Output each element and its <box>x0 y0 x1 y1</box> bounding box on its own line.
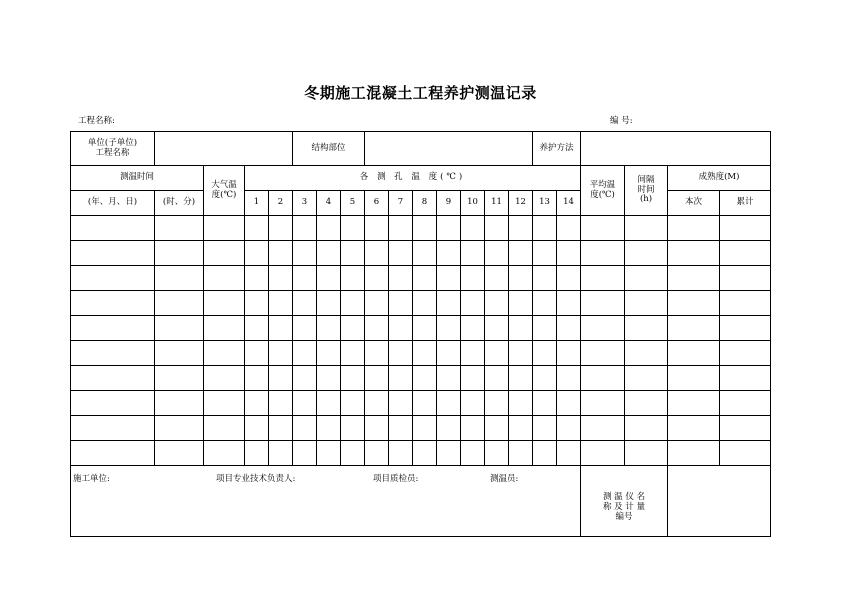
curing-method-value[interactable] <box>581 132 771 166</box>
data-cell[interactable] <box>437 241 461 266</box>
construction-unit-label: 施工单位: <box>73 474 110 484</box>
data-cell[interactable] <box>509 416 533 441</box>
data-cell[interactable] <box>269 416 293 441</box>
data-cell[interactable] <box>437 316 461 341</box>
data-cell[interactable] <box>720 366 771 391</box>
data-cell[interactable] <box>293 441 317 466</box>
table-row <box>71 291 771 316</box>
signature-area <box>71 466 581 537</box>
data-cell[interactable] <box>557 266 581 291</box>
data-cell[interactable] <box>365 341 389 366</box>
data-cell[interactable] <box>533 441 557 466</box>
data-cell[interactable] <box>533 316 557 341</box>
data-cell[interactable] <box>668 366 720 391</box>
data-cell[interactable] <box>245 316 269 341</box>
data-cell[interactable] <box>581 341 625 366</box>
data-cell[interactable] <box>668 441 720 466</box>
data-cell[interactable] <box>581 241 625 266</box>
instrument-label-line2: 称 及 计 量 <box>602 502 646 513</box>
structure-label: 结构部位 <box>293 132 365 166</box>
table-row <box>71 391 771 416</box>
data-cell[interactable] <box>625 266 668 291</box>
data-cell[interactable] <box>720 341 771 366</box>
data-cell[interactable] <box>71 341 155 366</box>
data-cell[interactable] <box>437 341 461 366</box>
hole-number: 4 <box>317 191 341 216</box>
data-cell[interactable] <box>485 241 509 266</box>
data-cell[interactable] <box>341 291 365 316</box>
data-cell[interactable] <box>155 416 204 441</box>
data-cell[interactable] <box>485 291 509 316</box>
data-cell[interactable] <box>509 341 533 366</box>
data-cell[interactable] <box>317 341 341 366</box>
data-cell[interactable] <box>317 441 341 466</box>
data-cell[interactable] <box>389 241 413 266</box>
data-cell[interactable] <box>413 391 437 416</box>
data-cell[interactable] <box>668 416 720 441</box>
project-name-label: 工程名称: <box>78 116 115 126</box>
date-subheader: (年、月、日) <box>71 191 155 216</box>
data-cell[interactable] <box>461 241 485 266</box>
data-cell[interactable] <box>317 366 341 391</box>
data-cell[interactable] <box>413 341 437 366</box>
table-row <box>71 341 771 366</box>
data-cell[interactable] <box>389 416 413 441</box>
data-cell[interactable] <box>581 266 625 291</box>
data-cell[interactable] <box>413 316 437 341</box>
data-cell[interactable] <box>245 341 269 366</box>
data-cell[interactable] <box>557 316 581 341</box>
structure-value[interactable] <box>365 132 533 166</box>
avg-temp-header <box>581 166 625 216</box>
data-cell[interactable] <box>389 391 413 416</box>
data-cell[interactable] <box>317 241 341 266</box>
table-row <box>71 316 771 341</box>
data-cell[interactable] <box>389 316 413 341</box>
data-cell[interactable] <box>365 316 389 341</box>
table-row <box>71 441 771 466</box>
data-cell[interactable] <box>71 441 155 466</box>
data-cell[interactable] <box>625 216 668 241</box>
data-cell[interactable] <box>204 366 245 391</box>
data-cell[interactable] <box>461 441 485 466</box>
data-cell[interactable] <box>71 316 155 341</box>
data-cell[interactable] <box>155 241 204 266</box>
data-cell[interactable] <box>720 416 771 441</box>
data-cell[interactable] <box>317 391 341 416</box>
data-cell[interactable] <box>389 441 413 466</box>
data-cell[interactable] <box>341 316 365 341</box>
unit-name-value[interactable] <box>155 132 293 166</box>
air-temp-header <box>204 166 245 216</box>
data-cell[interactable] <box>557 241 581 266</box>
hour-subheader: (时、分) <box>155 191 204 216</box>
data-cell[interactable] <box>71 416 155 441</box>
data-cell[interactable] <box>155 366 204 391</box>
data-cell[interactable] <box>155 391 204 416</box>
data-cell[interactable] <box>533 366 557 391</box>
data-cell[interactable] <box>625 441 668 466</box>
data-cell[interactable] <box>509 391 533 416</box>
data-cell[interactable] <box>269 241 293 266</box>
form-title: 冬期施工混凝土工程养护测温记录 <box>304 84 537 102</box>
data-cell[interactable] <box>557 416 581 441</box>
data-cell[interactable] <box>668 216 720 241</box>
data-cell[interactable] <box>293 316 317 341</box>
instrument-label-line3: 编号 <box>615 511 633 522</box>
data-cell[interactable] <box>245 266 269 291</box>
data-cell[interactable] <box>720 266 771 291</box>
hole-number: 9 <box>437 191 461 216</box>
data-cell[interactable] <box>204 241 245 266</box>
data-cell[interactable] <box>341 341 365 366</box>
data-cell[interactable] <box>71 266 155 291</box>
data-cell[interactable] <box>245 291 269 316</box>
data-cell[interactable] <box>557 441 581 466</box>
data-cell[interactable] <box>668 391 720 416</box>
data-cell[interactable] <box>509 216 533 241</box>
hole-number: 1 <box>245 191 269 216</box>
temperature-record-table <box>70 131 771 537</box>
curing-method-label: 养护方法 <box>533 132 581 166</box>
data-rows <box>71 216 771 466</box>
data-cell[interactable] <box>71 291 155 316</box>
data-cell[interactable] <box>71 391 155 416</box>
data-cell[interactable] <box>557 216 581 241</box>
data-cell[interactable] <box>720 441 771 466</box>
data-cell[interactable] <box>533 391 557 416</box>
data-cell[interactable] <box>581 416 625 441</box>
data-cell[interactable] <box>269 391 293 416</box>
data-cell[interactable] <box>245 441 269 466</box>
data-cell[interactable] <box>533 291 557 316</box>
data-cell[interactable] <box>269 341 293 366</box>
hole-number: 12 <box>509 191 533 216</box>
data-cell[interactable] <box>581 316 625 341</box>
hole-number: 5 <box>341 191 365 216</box>
data-cell[interactable] <box>341 441 365 466</box>
tech-lead-label: 项目专业技术负责人: <box>216 474 296 484</box>
data-cell[interactable] <box>720 291 771 316</box>
data-cell[interactable] <box>581 216 625 241</box>
data-cell[interactable] <box>437 291 461 316</box>
data-cell[interactable] <box>365 216 389 241</box>
data-cell[interactable] <box>365 366 389 391</box>
data-cell[interactable] <box>509 241 533 266</box>
data-cell[interactable] <box>155 341 204 366</box>
data-cell[interactable] <box>293 291 317 316</box>
unit-name-label <box>71 132 155 166</box>
data-cell[interactable] <box>269 316 293 341</box>
data-cell[interactable] <box>71 216 155 241</box>
data-cell[interactable] <box>668 341 720 366</box>
maturity-this-time: 本次 <box>668 191 720 216</box>
data-cell[interactable] <box>293 266 317 291</box>
hole-temp-header: 各 测 孔 温 度(℃) <box>245 166 581 191</box>
data-cell[interactable] <box>245 216 269 241</box>
data-cell[interactable] <box>461 341 485 366</box>
data-cell[interactable] <box>509 266 533 291</box>
data-cell[interactable] <box>293 366 317 391</box>
data-cell[interactable] <box>461 266 485 291</box>
maturity-cumulative: 累计 <box>720 191 771 216</box>
data-cell[interactable] <box>413 241 437 266</box>
data-cell[interactable] <box>317 291 341 316</box>
data-cell[interactable] <box>437 391 461 416</box>
data-cell[interactable] <box>341 266 365 291</box>
data-cell[interactable] <box>317 316 341 341</box>
data-cell[interactable] <box>204 266 245 291</box>
instrument-label-line1: 测 温 仪 名 <box>602 492 646 503</box>
data-cell[interactable] <box>581 291 625 316</box>
data-cell[interactable] <box>71 366 155 391</box>
data-cell[interactable] <box>204 341 245 366</box>
data-cell[interactable] <box>155 291 204 316</box>
hole-number: 8 <box>413 191 437 216</box>
data-cell[interactable] <box>437 366 461 391</box>
data-cell[interactable] <box>269 366 293 391</box>
maturity-header: 成熟度(M) <box>668 166 771 191</box>
data-cell[interactable] <box>720 216 771 241</box>
interval-header-text: 间隔 时间 (h) <box>637 174 655 205</box>
data-cell[interactable] <box>509 291 533 316</box>
data-cell[interactable] <box>413 216 437 241</box>
hole-number: 10 <box>461 191 485 216</box>
data-cell[interactable] <box>668 316 720 341</box>
data-cell[interactable] <box>413 291 437 316</box>
data-cell[interactable] <box>155 316 204 341</box>
data-cell[interactable] <box>509 316 533 341</box>
data-cell[interactable] <box>204 391 245 416</box>
data-cell[interactable] <box>413 366 437 391</box>
data-cell[interactable] <box>485 266 509 291</box>
data-cell[interactable] <box>389 366 413 391</box>
measure-time-header: 测温时间 <box>71 166 204 191</box>
data-cell[interactable] <box>413 416 437 441</box>
data-cell[interactable] <box>245 416 269 441</box>
data-cell[interactable] <box>509 366 533 391</box>
data-cell[interactable] <box>204 291 245 316</box>
data-cell[interactable] <box>204 441 245 466</box>
data-cell[interactable] <box>437 416 461 441</box>
number-label: 编 号: <box>610 116 633 126</box>
data-cell[interactable] <box>365 291 389 316</box>
data-cell[interactable] <box>461 366 485 391</box>
data-cell[interactable] <box>245 391 269 416</box>
data-cell[interactable] <box>625 316 668 341</box>
data-cell[interactable] <box>720 316 771 341</box>
data-cell[interactable] <box>317 266 341 291</box>
instrument-value[interactable] <box>668 466 771 537</box>
data-cell[interactable] <box>485 391 509 416</box>
data-cell[interactable] <box>581 441 625 466</box>
data-cell[interactable] <box>533 341 557 366</box>
data-cell[interactable] <box>155 266 204 291</box>
temp-recorder-label: 测温员: <box>490 474 519 484</box>
data-cell[interactable] <box>533 241 557 266</box>
data-cell[interactable] <box>461 416 485 441</box>
data-cell[interactable] <box>389 216 413 241</box>
data-cell[interactable] <box>293 216 317 241</box>
hole-number: 6 <box>365 191 389 216</box>
data-cell[interactable] <box>365 266 389 291</box>
data-cell[interactable] <box>155 216 204 241</box>
data-cell[interactable] <box>365 391 389 416</box>
hole-number: 2 <box>269 191 293 216</box>
data-cell[interactable] <box>625 291 668 316</box>
data-cell[interactable] <box>365 416 389 441</box>
data-cell[interactable] <box>365 241 389 266</box>
data-cell[interactable] <box>413 441 437 466</box>
table-row <box>71 266 771 291</box>
data-cell[interactable] <box>389 291 413 316</box>
data-cell[interactable] <box>293 391 317 416</box>
data-cell[interactable] <box>341 216 365 241</box>
table-row <box>71 416 771 441</box>
data-cell[interactable] <box>557 341 581 366</box>
data-cell[interactable] <box>668 241 720 266</box>
data-cell[interactable] <box>341 391 365 416</box>
table-row <box>71 216 771 241</box>
data-cell[interactable] <box>485 441 509 466</box>
avg-temp-header-text: 平均温 度(℃) <box>589 179 616 200</box>
data-cell[interactable] <box>533 416 557 441</box>
data-cell[interactable] <box>317 416 341 441</box>
data-cell[interactable] <box>204 416 245 441</box>
data-cell[interactable] <box>668 266 720 291</box>
data-cell[interactable] <box>413 266 437 291</box>
data-cell[interactable] <box>461 316 485 341</box>
data-cell[interactable] <box>293 341 317 366</box>
data-cell[interactable] <box>245 241 269 266</box>
data-cell[interactable] <box>625 391 668 416</box>
table-row <box>71 241 771 266</box>
data-cell[interactable] <box>155 441 204 466</box>
data-cell[interactable] <box>204 216 245 241</box>
hole-number: 14 <box>557 191 581 216</box>
data-cell[interactable] <box>71 241 155 266</box>
data-cell[interactable] <box>625 366 668 391</box>
quality-inspector-label: 项目质检员: <box>373 474 419 484</box>
data-cell[interactable] <box>341 366 365 391</box>
hole-number: 13 <box>533 191 557 216</box>
data-cell[interactable] <box>581 366 625 391</box>
data-cell[interactable] <box>437 441 461 466</box>
data-cell[interactable] <box>485 416 509 441</box>
data-cell[interactable] <box>204 316 245 341</box>
data-cell[interactable] <box>293 241 317 266</box>
data-cell[interactable] <box>557 291 581 316</box>
data-cell[interactable] <box>485 216 509 241</box>
data-cell[interactable] <box>437 216 461 241</box>
data-cell[interactable] <box>269 216 293 241</box>
data-cell[interactable] <box>269 291 293 316</box>
data-cell[interactable] <box>625 416 668 441</box>
data-cell[interactable] <box>533 266 557 291</box>
data-cell[interactable] <box>269 441 293 466</box>
data-cell[interactable] <box>533 216 557 241</box>
data-cell[interactable] <box>389 266 413 291</box>
data-cell[interactable] <box>581 391 625 416</box>
data-cell[interactable] <box>341 241 365 266</box>
table-row <box>71 366 771 391</box>
unit-name-label-text: 单位(子单位) 工程名称 <box>87 137 138 158</box>
data-cell[interactable] <box>269 266 293 291</box>
data-cell[interactable] <box>317 216 341 241</box>
data-cell[interactable] <box>293 416 317 441</box>
hole-number: 11 <box>485 191 509 216</box>
data-cell[interactable] <box>437 266 461 291</box>
data-cell[interactable] <box>509 441 533 466</box>
data-cell[interactable] <box>461 216 485 241</box>
data-cell[interactable] <box>389 341 413 366</box>
data-cell[interactable] <box>485 341 509 366</box>
data-cell[interactable] <box>461 291 485 316</box>
interval-header <box>625 166 668 216</box>
data-cell[interactable] <box>625 241 668 266</box>
data-cell[interactable] <box>557 366 581 391</box>
data-cell[interactable] <box>557 391 581 416</box>
data-cell[interactable] <box>720 391 771 416</box>
data-cell[interactable] <box>720 241 771 266</box>
hole-number: 3 <box>293 191 317 216</box>
data-cell[interactable] <box>245 366 269 391</box>
data-cell[interactable] <box>365 441 389 466</box>
data-cell[interactable] <box>485 316 509 341</box>
data-cell[interactable] <box>668 291 720 316</box>
data-cell[interactable] <box>461 391 485 416</box>
data-cell[interactable] <box>625 341 668 366</box>
instrument-label <box>581 466 668 537</box>
air-temp-header-text: 大气温 度(℃) <box>211 179 237 200</box>
data-cell[interactable] <box>485 366 509 391</box>
data-cell[interactable] <box>341 416 365 441</box>
hole-number: 7 <box>389 191 413 216</box>
